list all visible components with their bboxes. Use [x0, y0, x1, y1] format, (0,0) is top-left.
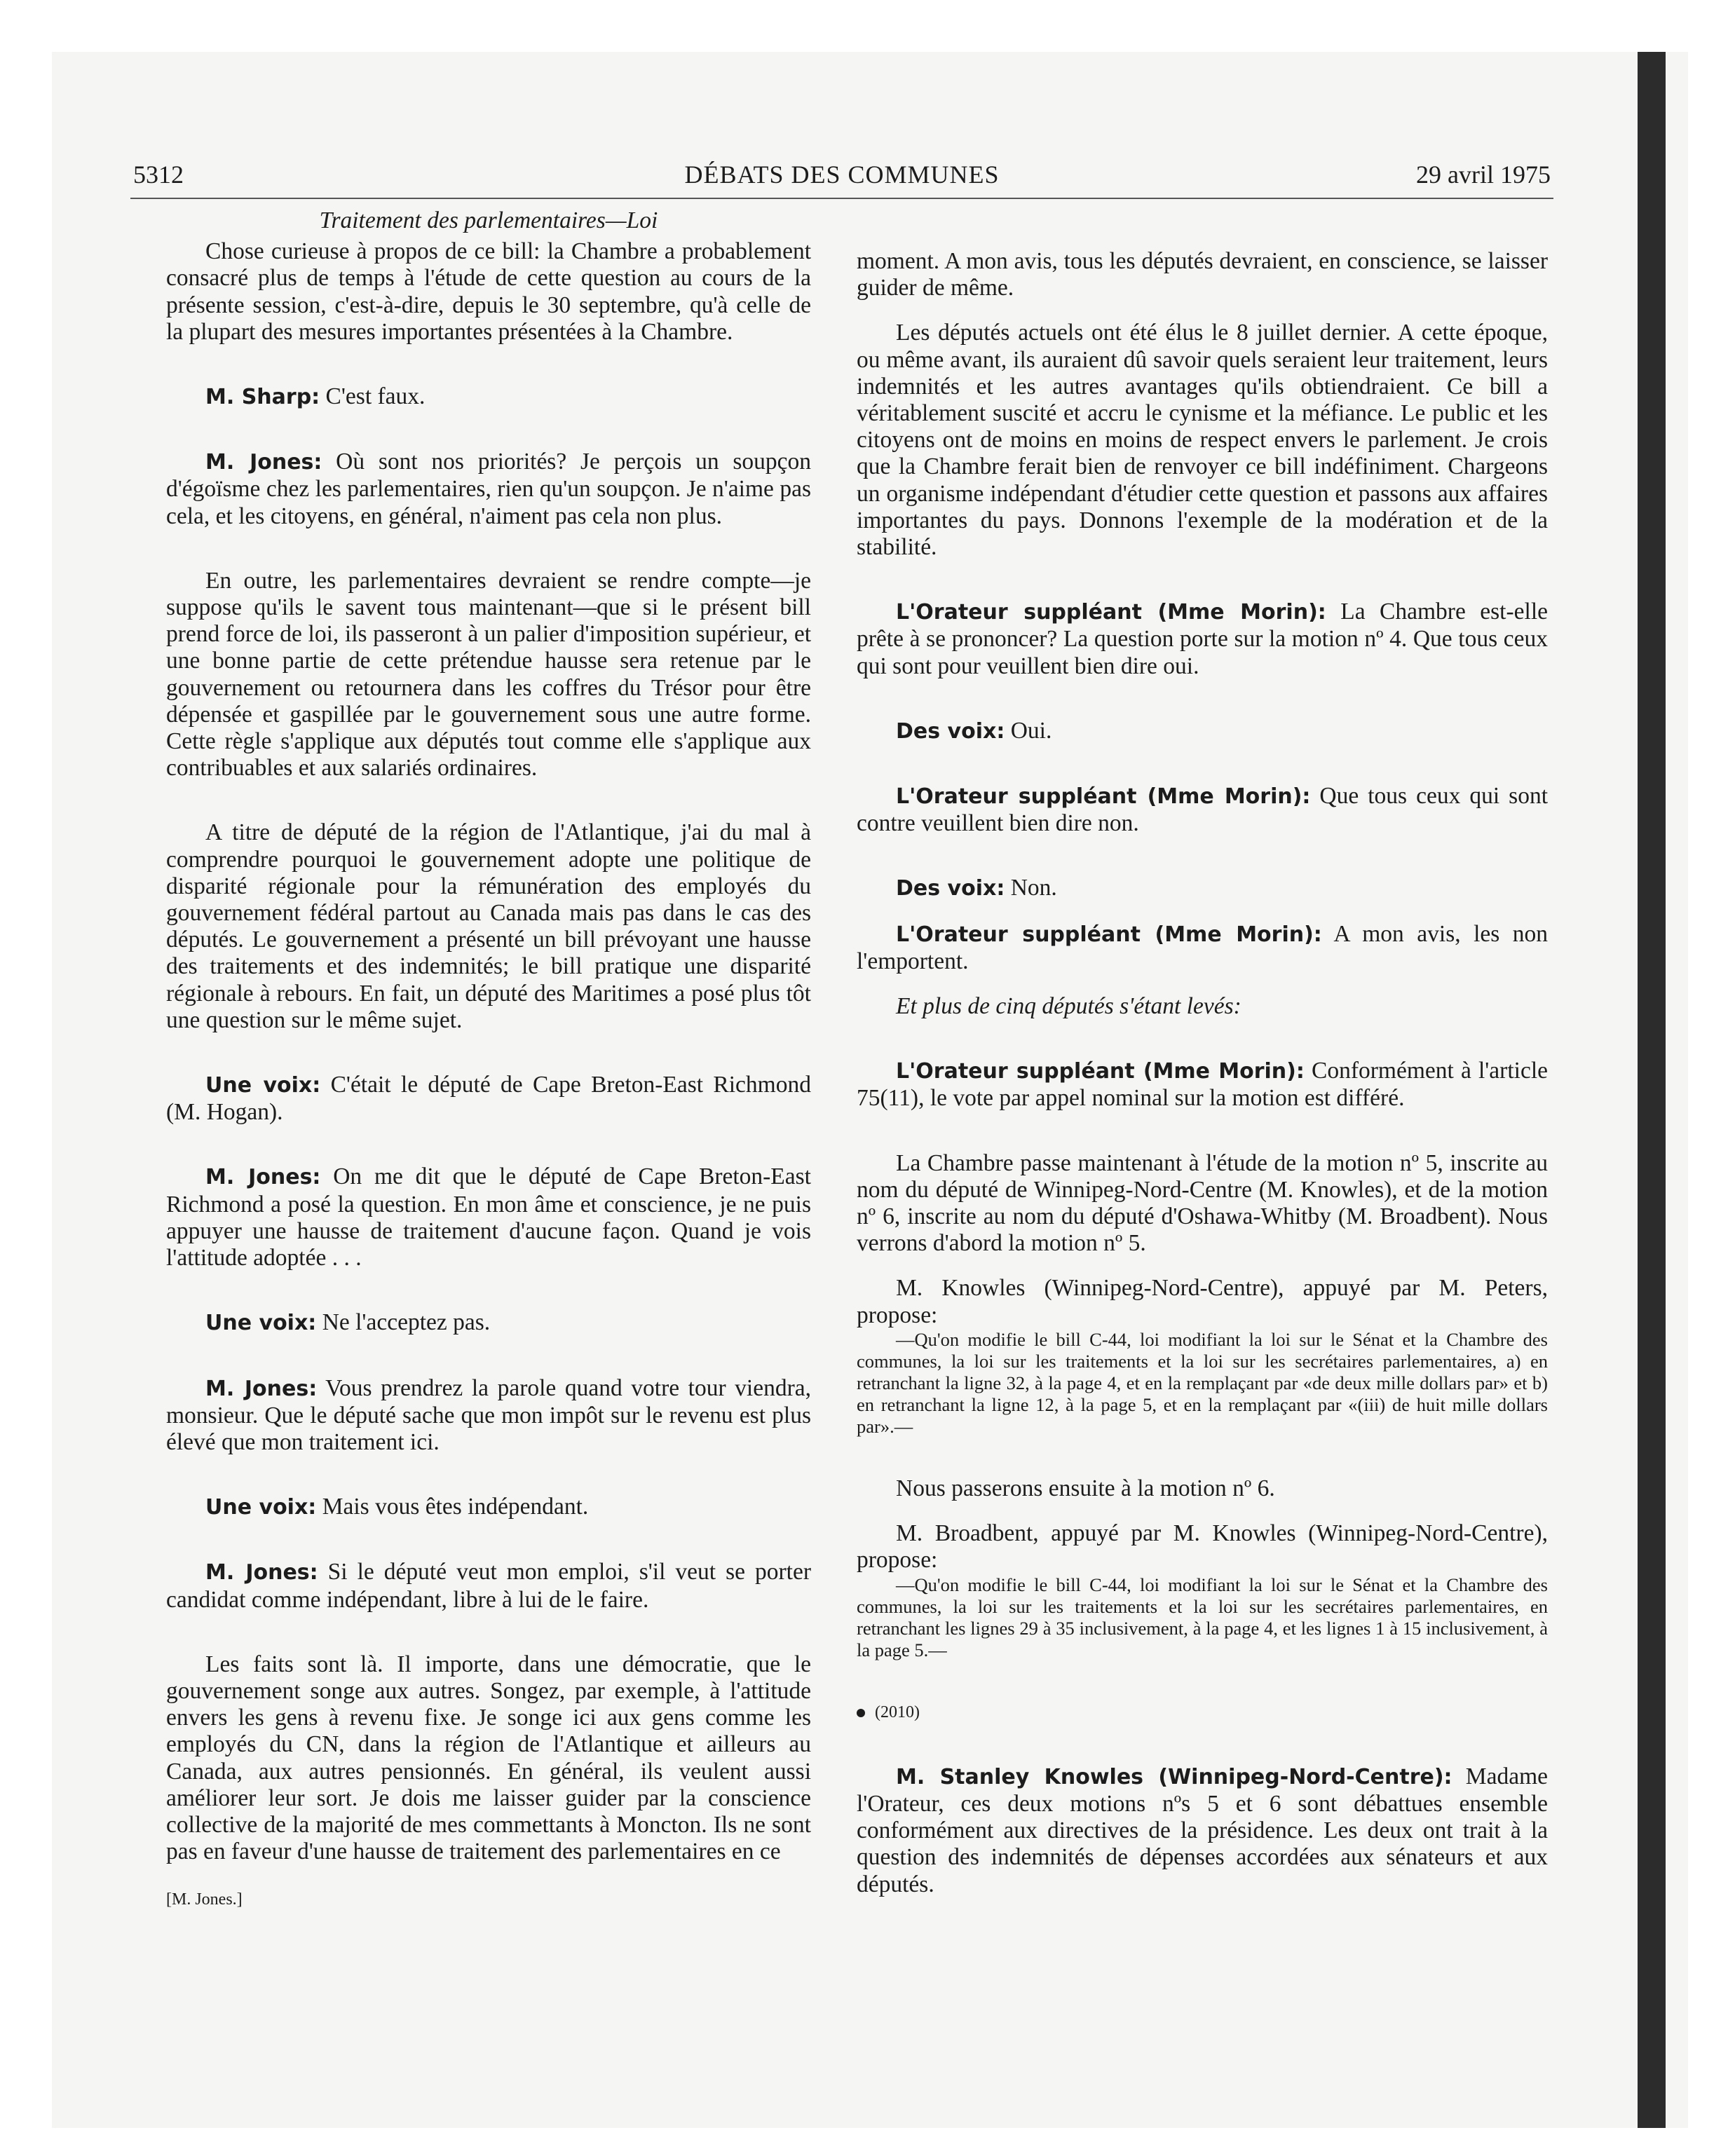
speech-orateur-3 — [857, 921, 1548, 975]
paragraph: M. Broadbent, appuyé par M. Knowles (Winnipeg-Nord-Centre), propose: — [857, 1520, 1548, 1574]
speaker-name: M. Jones: — [205, 1165, 321, 1190]
paragraph: La Chambre passe maintenant à l'étude de la motion nº 5, inscrite au nom du député de Winnipeg-Nord-Centre (M. Knowles), et de la motion nº 6, inscrite au nom du député d'Oshawa-Whitby (M. Broadbent). Nous verrons d'abord la motion nº 5. — [857, 1149, 1548, 1257]
speech-voix-1 — [166, 1072, 811, 1126]
speech-voix-non — [857, 875, 1548, 902]
paragraph: Les faits sont là. Il importe, dans une démocratie, que le gouvernement songe aux autres. Songez, par exemple, à l'attitude envers les gens à revenu fixe. Je songe ici aux gens comme les employés du CN, dans la région de l'Atlantique et ailleurs au Canada, aux autres pensionnés. En général, ils veulent aussi améliorer leur sort. Je dois me laisser guider par la conscience collective de la majorité de mes commettants à Moncton. Ils ne sont pas en faveur d'une hausse de traitement des parlementaires en ce — [166, 1651, 811, 1865]
motion-text-6: —Qu'on modifie le bill C-44, loi modifiant la loi sur le Sénat et la Chambre des communes, la loi sur les traitements et la loi sur les secrétaires parlementaires, en retranchant les lignes 29 à 35 inclusivement, à la page 4, et les lignes 1 à 15 inclusivement, à la page 5.— — [857, 1574, 1548, 1660]
bullet-icon — [857, 1709, 865, 1717]
paragraph: M. Knowles (Winnipeg-Nord-Centre), appuyé par M. Peters, propose: — [857, 1275, 1548, 1328]
speaker-name: L'Orateur suppléant (Mme Morin): — [896, 784, 1311, 810]
speech-text: C'est faux. — [320, 383, 426, 410]
right-column — [857, 248, 1548, 1898]
publication-title: DÉBATS DES COMMUNES — [684, 161, 1000, 189]
paragraph: Chose curieuse à propos de ce bill: la Chambre a probablement consacré plus de temps à l'étude de cette question au cours de la présente session, c'est-à-dire, depuis le 30 septembre, qu'à celle de la plupart des mesures importantes présentées à la Chambre. — [166, 238, 811, 345]
speech-voix-oui — [857, 718, 1548, 745]
speech-text: Si le député veut mon emploi, s'il veut se porter candidat comme indépendant, libre à lui de le faire. — [166, 1559, 811, 1613]
speaker-name: L'Orateur suppléant (Mme Morin): — [896, 1059, 1305, 1084]
speech-text: Où sont nos priorités? Je perçois un soupçon d'égoïsme chez les parlementaires, rien qu'un soupçon. Je n'aime pas cela, et les citoyens, en général, n'aiment pas cela non plus. — [166, 449, 811, 529]
speech-text: A mon avis, les non l'emportent. — [857, 920, 1549, 974]
speech-voix-2 — [166, 1309, 811, 1337]
speech-text: Oui. — [1005, 717, 1052, 744]
page-header — [130, 156, 1553, 199]
speech-knowles — [857, 1763, 1548, 1898]
speaker-name: Des voix: — [896, 876, 1005, 901]
scan-edge-bar — [1638, 52, 1666, 2128]
speaker-name: Des voix: — [896, 718, 1005, 744]
paragraph: En outre, les parlementaires devraient se rendre compte—je suppose qu'ils le savent tous maintenant—que si le présent bill prend force de loi, ils passeront à un palier d'imposition supérieur, et une bonne partie de cette prétendue hausse sera retenue par le gouvernement ou retournera dans les coffres du Trésor pour être dépensée et gaspillée par le gouvernement sous une autre forme. Cette règle s'applique aux députés tout comme elle s'applique aux contribuables et aux salariés ordinaires. — [166, 567, 811, 782]
speech-text: Vous prendrez la parole quand votre tour viendra, monsieur. Que le député sache que mon impôt sur le revenu est plus élevé que mon traitement ici. — [166, 1374, 812, 1455]
page-number: 5312 — [133, 161, 184, 189]
speaker-footnote: [M. Jones.] — [166, 1890, 243, 1909]
speaker-name: M. Jones: — [205, 1376, 318, 1401]
paragraph: moment. A mon avis, tous les députés devraient, en conscience, se laisser guider de même. — [857, 248, 1548, 301]
paragraph: Les députés actuels ont été élus le 8 juillet dernier. A cette époque, ou même avant, ils auraient dû savoir quels seraient leur traitement, leurs indemnités et les autres avantages qu'ils obtiendraient. Ce bill a véritablement suscité et accru le cynisme et la méfiance. Le public et les citoyens ont de moins en moins de respect envers le parlement. Je crois que la Chambre ferait bien de renvoyer ce bill indéfiniment. Chargeons un organisme indépendant d'étudier cette question et passons aux affaires importantes du pays. Donnons l'exemple de la modération et de la stabilité. — [857, 320, 1548, 561]
section-subhead: Traitement des parlementaires—Loi — [319, 207, 658, 233]
speaker-name: M. Jones: — [205, 1560, 318, 1585]
speech-orateur-2 — [857, 783, 1548, 837]
speech-text: Que tous ceux qui sont contre veuillent bien dire non. — [857, 783, 1548, 837]
speech-jones-4 — [166, 1559, 811, 1613]
speech-text: C'était le député de Cape Breton-East Richmond (M. Hogan). — [166, 1072, 811, 1126]
speech-voix-3 — [166, 1494, 811, 1521]
speech-jones-2 — [166, 1164, 811, 1271]
publication-date: 29 avril 1975 — [1416, 161, 1551, 189]
stage-direction: Et plus de cinq députés s'étant levés: — [896, 993, 1241, 1020]
speech-orateur-1 — [857, 599, 1548, 680]
speech-sharp — [166, 383, 811, 411]
left-column — [166, 205, 811, 1913]
speaker-name: M. Stanley Knowles (Winnipeg-Nord-Centre): — [896, 1764, 1452, 1789]
speech-jones-3 — [166, 1375, 811, 1456]
speaker-name: L'Orateur suppléant (Mme Morin): — [896, 600, 1326, 625]
speech-text: On me dit que le député de Cape Breton-East Richmond a posé la question. En mon âme et conscience, je ne puis appuyer une hausse de traitement d'aucune façon. Quand je vois l'attitude adoptée . . . — [166, 1164, 811, 1271]
time-marker — [857, 1699, 1548, 1726]
speaker-name: Une voix: — [205, 1495, 317, 1520]
speech-orateur-4 — [857, 1058, 1548, 1112]
speech-text: La Chambre est-elle prête à se prononcer? La question porte sur la motion nº 4. Que tous ceux qui sont pour veuillent bien dire oui. — [857, 599, 1548, 679]
speaker-name: M. Jones: — [205, 450, 322, 475]
speech-text: Madame l'Orateur, ces deux motions nºs 5 et 6 sont débattues ensemble conformément aux directives de la présidence. Les deux ont trait à la question des indemnités de dépenses accordées aux sénateurs et aux députés. — [857, 1763, 1548, 1897]
paragraph: Nous passerons ensuite à la motion nº 6. — [896, 1475, 1275, 1501]
speech-text: Conformément à l'article 75(11), le vote par appel nominal sur la motion est différé. — [857, 1058, 1548, 1112]
speech-text: Mais vous êtes indépendant. — [316, 1494, 589, 1520]
motion-text-5: —Qu'on modifie le bill C-44, loi modifiant la loi sur le Sénat et la Chambre des communes, la loi sur les traitements et la loi sur les secrétaires parlementaires, a) en retranchant la ligne 32, à la page 4, et en la remplaçant par «de deux mille dollars par» et b) en retranchant la ligne 12, à la page 5, et en la remplaçant par «(iii) de huit mille dollars par».— — [857, 1328, 1548, 1437]
speech-jones-1 — [166, 449, 811, 530]
paragraph: A titre de député de la région de l'Atlantique, j'ai du mal à comprendre pourquoi le gouvernement adopte une politique de disparité régionale pour la rémunération des employés du gouvernement fédéral partout au Canada mais pas dans le cas des députés. Le gouvernement a présenté un bill prévoyant une hausse des traitements et des indemnités; le bill pratique une disparité régionale à rebours. En fait, un député des Maritimes a posé plus tôt une question sur le même sujet. — [166, 819, 811, 1033]
speaker-name: L'Orateur suppléant (Mme Morin): — [896, 922, 1322, 947]
speech-text: Ne l'acceptez pas. — [316, 1309, 491, 1336]
time-marker-text: (2010) — [875, 1703, 920, 1721]
speech-text: Non. — [1005, 875, 1057, 901]
speaker-name: Une voix: — [205, 1073, 321, 1098]
speaker-name: Une voix: — [205, 1311, 317, 1336]
speaker-name: M. Sharp: — [205, 385, 320, 410]
